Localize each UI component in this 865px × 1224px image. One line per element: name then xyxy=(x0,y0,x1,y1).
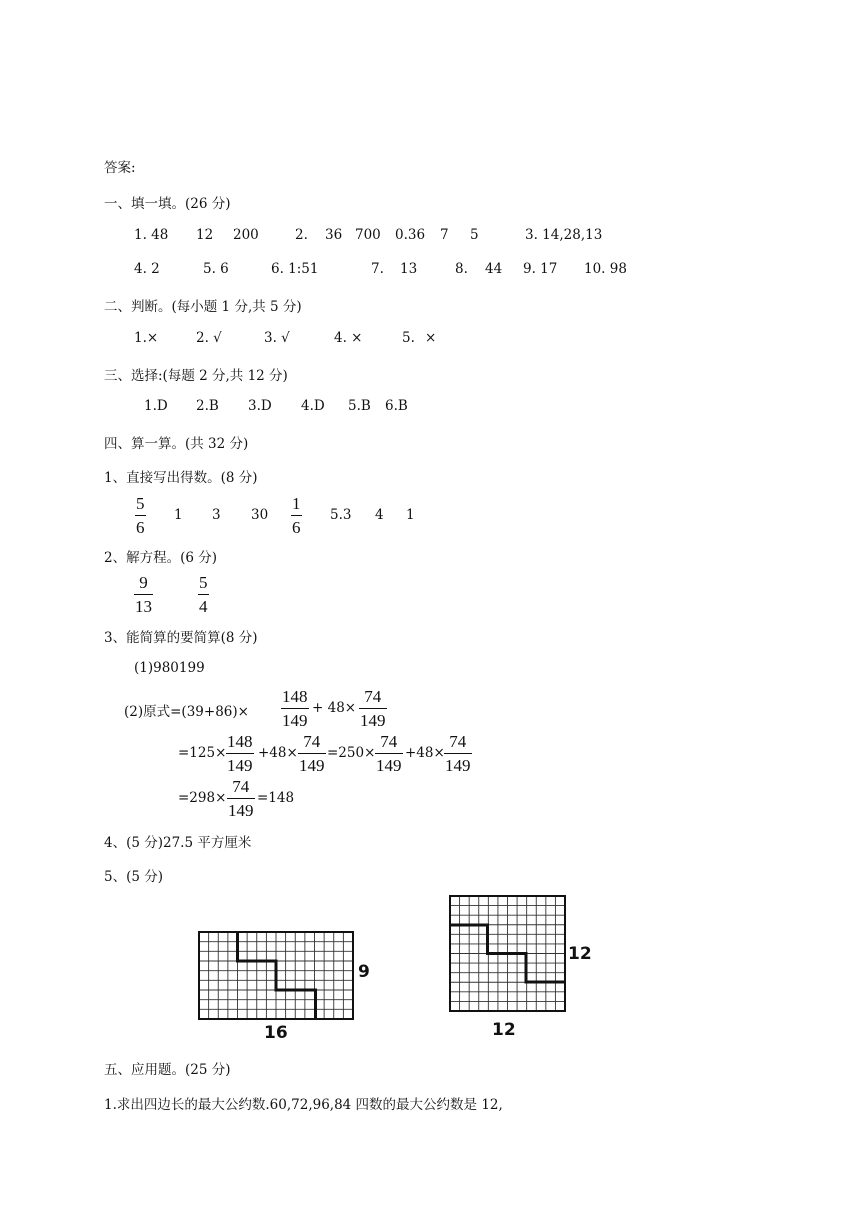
fraction xyxy=(291,495,302,536)
grid-16x9-drawing xyxy=(198,931,354,1020)
denominator: 149 xyxy=(360,711,386,730)
denominator: 4 xyxy=(199,597,208,616)
fraction xyxy=(444,733,472,774)
answer-item: 30 xyxy=(251,507,269,523)
answer-item: 1.D xyxy=(144,398,168,414)
fraction xyxy=(298,733,326,774)
answer-item: 4. × xyxy=(334,330,363,346)
answer-item: 3. √ xyxy=(264,330,290,346)
fraction xyxy=(281,688,309,729)
answer-item: 4. 2 xyxy=(134,261,160,277)
part-1-answer: (1)980199 xyxy=(134,660,205,676)
answer-item: 5.B xyxy=(348,398,371,414)
grid-width-label: 12 xyxy=(492,1020,516,1040)
denominator: 149 xyxy=(282,711,308,730)
answer-item: 4 xyxy=(375,507,384,523)
numerator: 9 xyxy=(139,573,148,592)
question-5-1: 1.求出四边长的最大公约数.60,72,96,84 四数的最大公约数是 12, xyxy=(104,1097,503,1113)
fraction xyxy=(135,495,146,536)
answer-item: 6.B xyxy=(385,398,408,414)
answer-item: 2. √ xyxy=(196,330,222,346)
answer-item: 44 xyxy=(485,261,503,277)
answer-item: 1.× xyxy=(134,330,159,346)
expression-text: =148 xyxy=(257,790,295,806)
denominator: 6 xyxy=(292,518,301,537)
section-3-title: 三、选择:(每题 2 分,共 12 分) xyxy=(104,368,288,384)
section-2-title: 二、判断。(每小题 1 分,共 5 分) xyxy=(104,299,302,315)
section-1-title: 一、填一填。(26 分) xyxy=(104,196,231,212)
answer-item: 5 xyxy=(470,227,479,243)
question-4-3-title: 3、能简算的要简算(8 分) xyxy=(104,630,258,646)
denominator: 6 xyxy=(136,518,145,537)
numerator: 5 xyxy=(199,573,208,592)
fraction xyxy=(134,574,153,615)
section-4-title: 四、算一算。(共 32 分) xyxy=(104,436,249,452)
question-4-2-title: 2、解方程。(6 分) xyxy=(104,550,218,566)
answer-item: 4.D xyxy=(301,398,325,414)
fraction xyxy=(359,688,387,729)
denominator: 149 xyxy=(227,756,253,775)
expression-text: +48× xyxy=(405,745,445,761)
answer-item: 6. 1:51 xyxy=(271,261,319,277)
numerator: 148 xyxy=(282,687,308,706)
denominator: 149 xyxy=(376,756,402,775)
denominator: 13 xyxy=(135,597,152,616)
answer-item: 7. xyxy=(371,261,384,277)
expression-text: (2)原式=(39+86)× xyxy=(124,704,249,720)
numerator: 74 xyxy=(380,732,398,751)
denominator: 149 xyxy=(445,756,471,775)
numerator: 74 xyxy=(303,732,321,751)
numerator: 74 xyxy=(449,732,467,751)
answer-item: 0.36 xyxy=(395,227,426,243)
answer-item: 8. xyxy=(455,261,468,277)
answer-item: 7 xyxy=(440,227,449,243)
expression-text: =250× xyxy=(327,745,376,761)
answer-item: 13 xyxy=(400,261,418,277)
answer-item: 3.D xyxy=(248,398,272,414)
answer-heading: 答案: xyxy=(104,160,136,176)
answer-item: 9. 17 xyxy=(523,261,558,277)
expression-text: =298× xyxy=(178,790,227,806)
grid-12x12-drawing xyxy=(449,895,566,1012)
numerator: 1 xyxy=(292,494,301,513)
grid-width-label: 16 xyxy=(264,1023,288,1043)
numerator: 148 xyxy=(227,732,253,751)
expression-text: +48× xyxy=(258,745,298,761)
fraction xyxy=(198,574,209,615)
answer-item: × xyxy=(425,330,437,346)
denominator: 149 xyxy=(299,756,325,775)
fraction xyxy=(227,778,255,819)
answer-item: 1. 48 xyxy=(134,227,169,243)
answer-item: 3 xyxy=(212,507,221,523)
section-5-title: 五、应用题。(25 分) xyxy=(104,1062,231,1078)
answer-item: 1 xyxy=(174,507,183,523)
question-4-4: 4、(5 分)27.5 平方厘米 xyxy=(104,835,252,851)
answer-item: 3. 14,28,13 xyxy=(525,227,603,243)
numerator: 5 xyxy=(136,494,145,513)
fraction xyxy=(226,733,254,774)
answer-item: 200 xyxy=(233,227,259,243)
answer-item: 2.B xyxy=(196,398,219,414)
answer-item: 5. 6 xyxy=(203,261,229,277)
answer-item: 36 xyxy=(325,227,343,243)
denominator: 149 xyxy=(228,801,254,820)
expression-text: =125× xyxy=(178,745,227,761)
grid-height-label: 9 xyxy=(358,962,370,982)
numerator: 74 xyxy=(232,777,250,796)
question-4-1-title: 1、直接写出得数。(8 分) xyxy=(104,470,258,486)
answer-item: 10. 98 xyxy=(584,261,627,277)
numerator: 74 xyxy=(364,687,382,706)
answer-item: 2. xyxy=(295,227,308,243)
answer-item: 1 xyxy=(406,507,415,523)
question-4-5-title: 5、(5 分) xyxy=(104,869,164,885)
expression-text: + 48× xyxy=(312,700,357,716)
answer-item: 12 xyxy=(196,227,214,243)
grid-height-label: 12 xyxy=(568,944,592,964)
answer-item: 5.3 xyxy=(330,507,352,523)
answer-item: 700 xyxy=(355,227,381,243)
answer-item: 5. xyxy=(402,330,415,346)
fraction xyxy=(375,733,403,774)
